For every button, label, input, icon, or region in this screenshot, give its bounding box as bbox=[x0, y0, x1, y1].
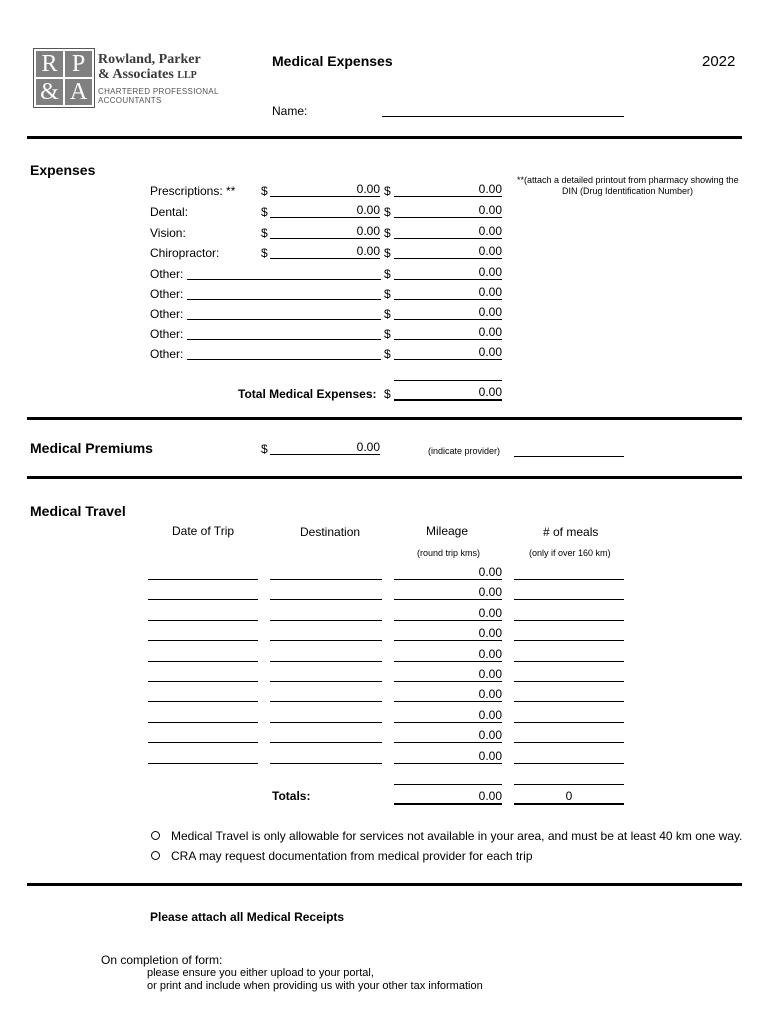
totals-label: Totals: bbox=[272, 789, 311, 803]
subtotal-rule bbox=[394, 380, 502, 381]
currency-symbol: $ bbox=[384, 327, 391, 341]
mileage-input[interactable]: 0.00 bbox=[394, 626, 502, 641]
other-description-input[interactable] bbox=[187, 299, 381, 300]
trip-date-input[interactable] bbox=[148, 728, 258, 743]
trip-date-input[interactable] bbox=[148, 708, 258, 723]
firm-subtitle-line1: CHARTERED PROFESSIONAL bbox=[98, 87, 219, 96]
expense-label: Dental: bbox=[150, 205, 189, 219]
destination-input[interactable] bbox=[270, 728, 382, 743]
expense-total-field[interactable]: 0.00 bbox=[394, 182, 502, 197]
travel-note-2: CRA may request documentation from medical provider for each trip bbox=[171, 849, 533, 863]
medical-premiums-heading: Medical Premiums bbox=[30, 440, 153, 456]
expense-label: Other: bbox=[150, 307, 184, 321]
other-description-input[interactable] bbox=[187, 319, 381, 320]
medical-travel-heading: Medical Travel bbox=[30, 503, 126, 519]
expense-label: Chiropractor: bbox=[150, 246, 220, 260]
currency-symbol: $ bbox=[384, 287, 391, 301]
completion-line1: please ensure you either upload to your portal, bbox=[147, 967, 374, 979]
destination-input[interactable] bbox=[270, 708, 382, 723]
expense-label: Vision: bbox=[150, 226, 186, 240]
logo-letter-p: P bbox=[65, 51, 92, 77]
mileage-input[interactable]: 0.00 bbox=[394, 749, 502, 764]
mileage-input[interactable]: 0.00 bbox=[394, 687, 502, 702]
expense-label: Other: bbox=[150, 287, 184, 301]
section-divider bbox=[27, 476, 742, 479]
logo-letter-a: A bbox=[65, 79, 92, 105]
expense-total-field[interactable]: 0.00 bbox=[394, 345, 502, 360]
completion-heading: On completion of form: bbox=[101, 953, 223, 967]
bullet-circle-icon bbox=[151, 851, 160, 860]
trip-date-input[interactable] bbox=[148, 585, 258, 600]
col-mileage: Mileage bbox=[426, 524, 469, 538]
destination-input[interactable] bbox=[270, 606, 382, 621]
trip-date-input[interactable] bbox=[148, 606, 258, 621]
firm-name-llp: LLP bbox=[177, 70, 197, 81]
expense-total-field[interactable]: 0.00 bbox=[394, 305, 502, 320]
expense-amount-input[interactable]: 0.00 bbox=[270, 244, 380, 259]
destination-input[interactable] bbox=[270, 647, 382, 662]
currency-symbol: $ bbox=[384, 347, 391, 361]
col-meals: # of meals bbox=[543, 525, 599, 539]
destination-input[interactable] bbox=[270, 687, 382, 702]
currency-symbol: $ bbox=[384, 267, 391, 281]
other-description-input[interactable] bbox=[187, 279, 381, 280]
expense-total-field[interactable]: 0.00 bbox=[394, 203, 502, 218]
expense-total-field[interactable]: 0.00 bbox=[394, 285, 502, 300]
currency-symbol: $ bbox=[384, 246, 391, 260]
expense-amount-input[interactable]: 0.00 bbox=[270, 203, 380, 218]
name-label: Name: bbox=[272, 104, 308, 118]
meals-input[interactable] bbox=[514, 749, 624, 764]
col-meals-sub: (only if over 160 km) bbox=[529, 548, 611, 558]
expenses-heading: Expenses bbox=[30, 162, 96, 178]
currency-symbol: $ bbox=[384, 307, 391, 321]
meals-input[interactable] bbox=[514, 728, 624, 743]
currency-symbol: $ bbox=[384, 387, 391, 401]
trip-date-input[interactable] bbox=[148, 626, 258, 641]
name-field[interactable] bbox=[382, 116, 624, 117]
destination-input[interactable] bbox=[270, 585, 382, 600]
expense-total-field[interactable]: 0.00 bbox=[394, 325, 502, 340]
mileage-input[interactable]: 0.00 bbox=[394, 667, 502, 682]
firm-name-line1: Rowland, Parker bbox=[98, 52, 201, 67]
total-meals-value[interactable]: 0 bbox=[514, 789, 624, 805]
expense-total-field[interactable]: 0.00 bbox=[394, 244, 502, 259]
total-medical-expenses-label: Total Medical Expenses: bbox=[238, 387, 377, 401]
currency-symbol: $ bbox=[384, 226, 391, 240]
expense-label: Other: bbox=[150, 267, 184, 281]
expense-total-field[interactable]: 0.00 bbox=[394, 265, 502, 280]
mileage-input[interactable]: 0.00 bbox=[394, 606, 502, 621]
page-title: Medical Expenses bbox=[272, 53, 393, 69]
trip-date-input[interactable] bbox=[148, 687, 258, 702]
destination-input[interactable] bbox=[270, 749, 382, 764]
meals-subtotal-rule bbox=[514, 784, 624, 785]
bullet-circle-icon bbox=[151, 831, 160, 840]
total-mileage-value[interactable]: 0.00 bbox=[394, 789, 502, 805]
trip-date-input[interactable] bbox=[148, 647, 258, 662]
meals-input[interactable] bbox=[514, 585, 624, 600]
expense-total-field[interactable]: 0.00 bbox=[394, 224, 502, 239]
tax-year: 2022 bbox=[702, 53, 736, 70]
logo-letter-r: R bbox=[36, 51, 63, 77]
trip-date-input[interactable] bbox=[148, 667, 258, 682]
expense-amount-input[interactable]: 0.00 bbox=[270, 224, 380, 239]
expense-amount-input[interactable]: 0.00 bbox=[270, 182, 380, 197]
expense-label: Prescriptions: ** bbox=[150, 184, 236, 198]
meals-input[interactable] bbox=[514, 667, 624, 682]
indicate-provider-label: (indicate provider) bbox=[428, 446, 501, 456]
travel-note-1: Medical Travel is only allowable for services not available in your area, and must be at least 40 km one way. bbox=[171, 829, 743, 843]
currency-symbol: $ bbox=[261, 442, 268, 456]
section-divider bbox=[27, 883, 742, 886]
meals-input[interactable] bbox=[514, 708, 624, 723]
mileage-input[interactable]: 0.00 bbox=[394, 585, 502, 600]
din-note-line1: **(attach a detailed printout from pharmacy showing the bbox=[517, 175, 739, 185]
destination-input[interactable] bbox=[270, 565, 382, 580]
trip-date-input[interactable] bbox=[148, 749, 258, 764]
meals-input[interactable] bbox=[514, 687, 624, 702]
mileage-input[interactable]: 0.00 bbox=[394, 708, 502, 723]
other-description-input[interactable] bbox=[187, 339, 381, 340]
trip-date-input[interactable] bbox=[148, 565, 258, 580]
section-divider bbox=[27, 136, 742, 139]
currency-symbol: $ bbox=[261, 246, 268, 260]
col-mileage-sub: (round trip kms) bbox=[417, 548, 481, 558]
firm-name-line2 bbox=[98, 67, 197, 83]
meals-input[interactable] bbox=[514, 606, 624, 621]
firm-subtitle-line2: ACCOUNTANTS bbox=[98, 96, 162, 105]
currency-symbol: $ bbox=[261, 205, 268, 219]
meals-input[interactable] bbox=[514, 565, 624, 580]
attach-receipts-notice: Please attach all Medical Receipts bbox=[150, 910, 345, 924]
mileage-input[interactable]: 0.00 bbox=[394, 647, 502, 662]
col-date-of-trip: Date of Trip bbox=[172, 524, 235, 538]
mileage-input[interactable]: 0.00 bbox=[394, 728, 502, 743]
total-medical-expenses-value[interactable]: 0.00 bbox=[394, 385, 502, 401]
other-description-input[interactable] bbox=[187, 359, 381, 360]
meals-input[interactable] bbox=[514, 626, 624, 641]
firm-name-associates: & Associates bbox=[98, 67, 174, 82]
col-destination: Destination bbox=[300, 525, 361, 539]
currency-symbol: $ bbox=[261, 226, 268, 240]
completion-line2: or print and include when providing us with your other tax information bbox=[147, 980, 483, 992]
destination-input[interactable] bbox=[270, 667, 382, 682]
firm-logo bbox=[33, 48, 95, 108]
destination-input[interactable] bbox=[270, 626, 382, 641]
currency-symbol: $ bbox=[261, 184, 268, 198]
expense-label: Other: bbox=[150, 327, 184, 341]
mileage-input[interactable]: 0.00 bbox=[394, 565, 502, 580]
mileage-subtotal-rule bbox=[394, 784, 502, 785]
expense-label: Other: bbox=[150, 347, 184, 361]
currency-symbol: $ bbox=[384, 205, 391, 219]
provider-input[interactable] bbox=[514, 456, 624, 457]
meals-input[interactable] bbox=[514, 647, 624, 662]
premiums-amount-input[interactable]: 0.00 bbox=[270, 440, 380, 455]
currency-symbol: $ bbox=[384, 184, 391, 198]
section-divider bbox=[27, 417, 742, 420]
din-note-line2: DIN (Drug Identification Number) bbox=[562, 186, 694, 196]
logo-letter-amp: & bbox=[36, 79, 63, 105]
